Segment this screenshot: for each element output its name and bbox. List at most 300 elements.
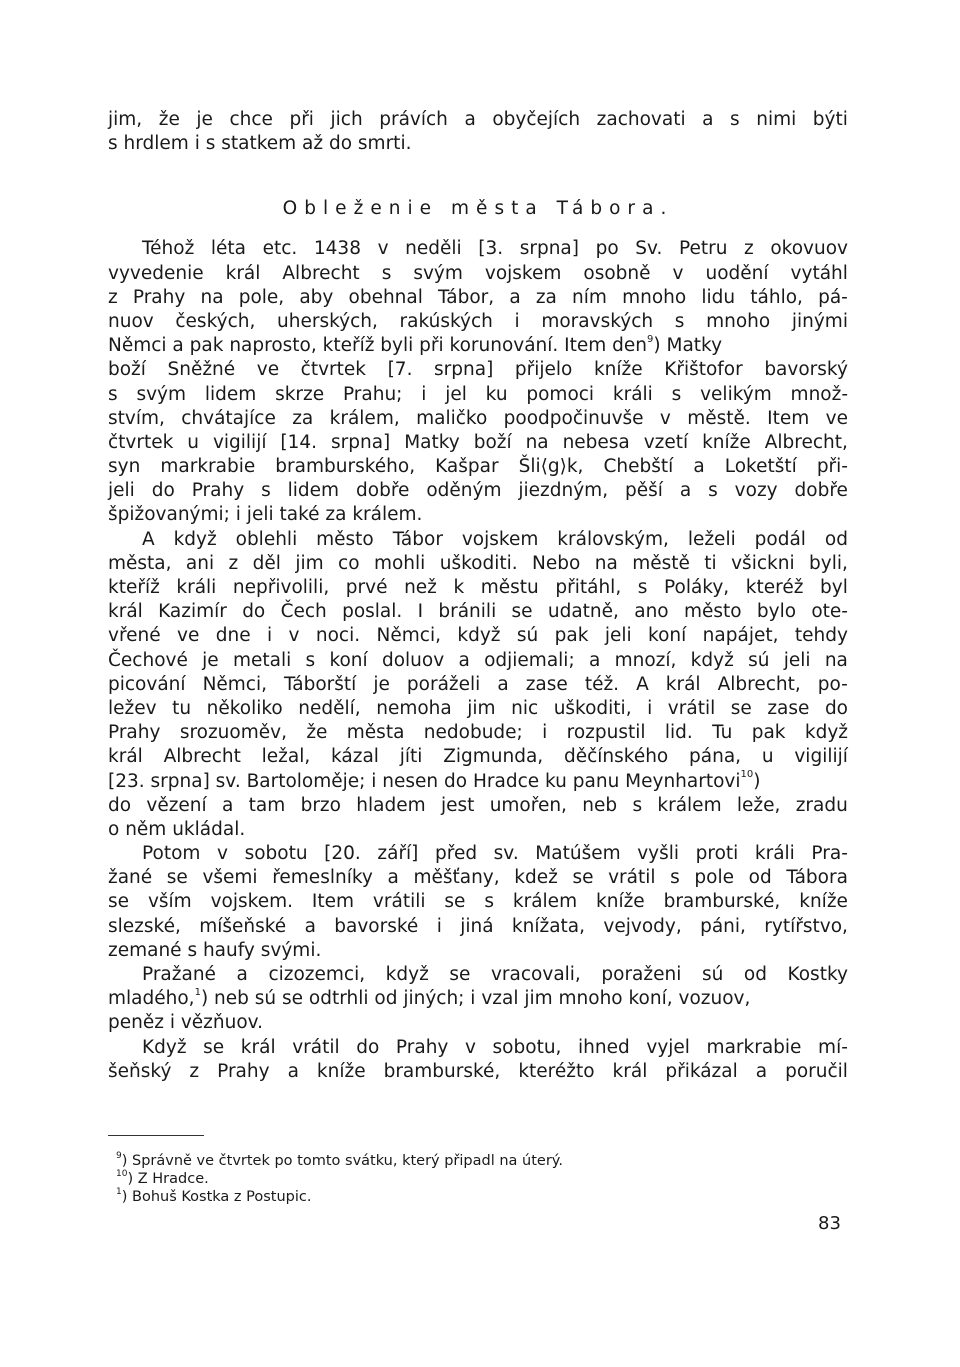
- word: [7.: [387, 359, 413, 381]
- word: kázal: [331, 746, 379, 768]
- word: děčínského: [563, 746, 669, 768]
- word: boží: [473, 431, 512, 453]
- word: neděli: [405, 238, 462, 260]
- word: po: [595, 238, 619, 260]
- word: jich: [330, 109, 363, 130]
- word: tam: [248, 794, 286, 816]
- word: vozy: [734, 480, 778, 502]
- word: rakúských: [399, 310, 493, 332]
- word: A: [636, 673, 649, 695]
- word: na: [824, 649, 848, 671]
- word: Chebští: [603, 456, 674, 478]
- word: ním: [572, 286, 607, 308]
- word: Sv.: [635, 238, 663, 260]
- word: a: [497, 673, 509, 695]
- word: dobře: [356, 480, 410, 502]
- word: osobně: [583, 262, 651, 284]
- word: do: [356, 1036, 380, 1058]
- word: hladem: [356, 794, 426, 816]
- word: Albrecht,: [764, 431, 848, 453]
- word: tehdy: [794, 625, 848, 647]
- word: září]: [377, 843, 419, 865]
- text-line: [108, 697, 848, 721]
- word: všickni: [731, 552, 795, 574]
- word: býti: [812, 109, 848, 130]
- word: kdež: [514, 867, 558, 889]
- word: když: [690, 649, 734, 671]
- word: kteréžto: [518, 1060, 595, 1082]
- word: zase: [525, 673, 568, 695]
- word: při: [289, 109, 314, 130]
- word: Když: [142, 1036, 187, 1058]
- word: též.: [584, 673, 620, 695]
- word: uškoditi.: [439, 552, 518, 574]
- footnote-text: ) Z Hradce.: [127, 1171, 209, 1187]
- line-text: [108, 334, 722, 358]
- word: srpna]: [434, 359, 494, 381]
- footnote-item: [116, 1152, 563, 1170]
- word: s: [670, 867, 680, 889]
- word: je: [373, 673, 390, 695]
- word: Šli⟨g⟩k,: [518, 456, 584, 478]
- text-line: [108, 915, 848, 939]
- word: se: [730, 697, 752, 719]
- word: vězení: [146, 794, 207, 816]
- word: Němci,: [202, 673, 267, 695]
- footnote-marker: 9: [116, 1151, 122, 1162]
- word: mí-: [818, 1036, 848, 1058]
- word: kníže: [596, 891, 645, 913]
- word: jest: [440, 794, 475, 816]
- word: lidem: [204, 383, 257, 405]
- word: dobře: [794, 480, 848, 502]
- word: páni,: [700, 915, 746, 937]
- word: z: [108, 286, 118, 308]
- word: žané: [108, 867, 153, 889]
- word: několiko: [206, 697, 283, 719]
- word: markrabie: [706, 1036, 802, 1058]
- footnote-item: [116, 1188, 563, 1206]
- word: pěší: [625, 480, 663, 502]
- word: obyčejích: [492, 109, 581, 130]
- text-line: [108, 237, 848, 261]
- word: když: [457, 625, 501, 647]
- word: městě: [632, 552, 690, 574]
- text-line: [108, 600, 848, 624]
- page-number: 83: [818, 1213, 841, 1234]
- word: když: [804, 722, 848, 744]
- word: pomoci: [526, 383, 595, 405]
- word: i: [647, 697, 653, 719]
- word: bramburského,: [275, 456, 416, 478]
- word: jel: [445, 383, 467, 405]
- text-line: [108, 576, 848, 600]
- word: králem,: [329, 407, 400, 429]
- footnote-ref: 9: [647, 333, 654, 345]
- word: jim: [295, 552, 324, 574]
- word: Táborští: [284, 673, 357, 695]
- word: markrabie: [160, 456, 256, 478]
- word: I: [417, 601, 424, 623]
- word: šeňský: [108, 1060, 172, 1082]
- word: když: [385, 964, 429, 985]
- line-text: peněz i vězňuov.: [108, 1012, 264, 1034]
- word: vojskem: [461, 528, 539, 550]
- word: Item: [767, 407, 810, 429]
- word: všemi: [202, 867, 258, 889]
- word: a: [679, 480, 692, 502]
- word: jinými: [791, 310, 848, 332]
- word: byli,: [809, 552, 848, 574]
- word: 1438: [313, 238, 361, 260]
- word: s: [381, 262, 392, 284]
- line-text-part: ) neb sú se odtrhli od jiných; i vzal jim mnoho koní, vozuov,: [200, 988, 751, 1010]
- word: jiezdným,: [518, 480, 609, 502]
- page-body: [108, 108, 848, 1084]
- word: se: [444, 891, 466, 913]
- word: Křištofor: [664, 359, 743, 381]
- word: vytáhl: [790, 262, 848, 284]
- text-line: [108, 818, 848, 842]
- word: picování: [108, 673, 186, 695]
- word: jim,: [108, 109, 143, 130]
- word: s: [108, 383, 118, 405]
- word: cizozemci,: [268, 964, 366, 985]
- word: nepřivolili,: [232, 577, 330, 598]
- word: srpna]: [519, 238, 579, 260]
- word: srozuoměv,: [179, 722, 287, 744]
- word: bavorské: [334, 915, 419, 937]
- word: nebesa: [562, 431, 630, 453]
- word: Petru: [678, 238, 728, 260]
- word: králi: [754, 843, 795, 865]
- text-line: [108, 987, 848, 1011]
- word: Tábor,: [438, 286, 495, 308]
- word: přitáhl,: [555, 577, 622, 598]
- word: u: [761, 746, 774, 768]
- word: oblehli: [235, 528, 298, 550]
- word: městě.: [687, 407, 751, 429]
- word: zase: [767, 697, 810, 719]
- word: a: [588, 649, 601, 671]
- word: mnoho: [706, 310, 771, 332]
- word: Čech: [280, 601, 327, 623]
- word: [14.: [280, 431, 318, 453]
- text-line: [108, 866, 848, 890]
- word: král: [665, 673, 701, 695]
- text-line: [108, 673, 848, 697]
- word: řemeslníky: [272, 867, 373, 889]
- word: A: [142, 528, 155, 550]
- word: Albrecht: [282, 262, 360, 284]
- footnote-ref-close: ): [653, 335, 661, 357]
- word: odjiemali;: [484, 649, 575, 671]
- word: králem: [512, 891, 578, 913]
- text-line: [108, 890, 848, 914]
- word: ti: [704, 552, 717, 574]
- word: boží: [108, 359, 146, 381]
- word: kníže: [799, 891, 848, 913]
- line-text: zemané s haufy svými.: [108, 939, 322, 961]
- word: bránili: [438, 601, 497, 623]
- word: do: [151, 480, 175, 502]
- word: vyšli: [637, 843, 680, 865]
- word: město: [316, 528, 374, 550]
- word: do: [824, 697, 848, 719]
- word: s: [730, 109, 740, 130]
- footnote-marker: 10: [116, 1169, 128, 1180]
- word: mnozí,: [614, 649, 677, 671]
- word: čtvrtek: [300, 359, 366, 381]
- text-line: [108, 431, 848, 455]
- word: městu: [480, 577, 539, 598]
- word: ležev: [108, 697, 157, 719]
- word: města,: [108, 552, 172, 574]
- word: v: [377, 238, 389, 260]
- word: Matky: [404, 431, 460, 453]
- word: sú: [701, 964, 724, 985]
- footnote-ref: 1: [194, 987, 201, 999]
- word: rozpustil: [566, 722, 646, 744]
- word: aby: [299, 286, 334, 308]
- text-line: [108, 842, 848, 866]
- word: a: [702, 109, 714, 130]
- word: vzetí: [643, 431, 689, 453]
- word: se: [449, 964, 471, 985]
- word: v: [217, 843, 228, 865]
- word: oděným: [426, 480, 502, 502]
- word: byl: [820, 577, 848, 598]
- word: města: [346, 722, 405, 744]
- word: sú: [748, 649, 770, 671]
- word: Čechové: [108, 649, 188, 671]
- word: ani: [185, 552, 215, 574]
- word: sú: [516, 625, 539, 647]
- word: vigilijí: [212, 431, 267, 453]
- word: na: [525, 431, 549, 453]
- line-text-part: ): [753, 770, 761, 792]
- word: vším: [147, 891, 192, 913]
- word: obehnal: [348, 286, 423, 308]
- word: na: [200, 286, 224, 308]
- text-line: [108, 132, 848, 156]
- word: se: [166, 867, 188, 889]
- word: Albrecht: [163, 746, 241, 768]
- word: Pra-: [811, 843, 848, 865]
- text-line: [108, 745, 848, 769]
- word: král: [108, 746, 143, 768]
- word: Zigmunda,: [443, 746, 544, 768]
- word: jeli: [783, 649, 811, 671]
- word: podál: [754, 528, 806, 550]
- text-line: [108, 358, 848, 382]
- word: i: [421, 383, 427, 405]
- word: Nebo: [532, 552, 581, 574]
- word: v: [464, 1036, 476, 1058]
- word: Sněžné: [167, 359, 236, 381]
- word: měšťany,: [413, 867, 500, 889]
- word: uodění: [705, 262, 769, 284]
- word: kteréž: [745, 577, 804, 598]
- word: od: [743, 964, 767, 985]
- line-text-part: Matky: [660, 335, 723, 357]
- word: proti: [695, 843, 739, 865]
- word: Potom: [142, 843, 201, 865]
- word: kníže: [316, 1060, 366, 1082]
- word: děl: [252, 552, 281, 574]
- word: přijelo: [514, 359, 573, 381]
- word: stvím,: [108, 407, 165, 429]
- word: Kostky: [787, 964, 848, 985]
- word: a: [287, 1060, 299, 1082]
- word: chvátajíce: [181, 407, 276, 429]
- word: i: [267, 625, 273, 647]
- word: a: [387, 867, 399, 889]
- word: velikým: [700, 383, 772, 405]
- word: bramburské,: [663, 891, 781, 913]
- word: koní: [648, 625, 687, 647]
- word: za: [292, 407, 314, 429]
- word: nimi: [756, 109, 797, 130]
- word: skrze: [275, 383, 325, 405]
- word: králi: [176, 577, 217, 598]
- word: Tábora: [786, 867, 848, 889]
- line-text-part: Němci a pak naprosto, kteříž byli při korunování. Item den: [108, 335, 648, 357]
- word: je: [202, 649, 219, 671]
- line-text: s hrdlem i s statkem až do smrti.: [108, 133, 412, 155]
- text-line: [108, 963, 848, 987]
- word: Prahu;: [342, 383, 403, 405]
- word: a: [304, 915, 316, 937]
- word: Tábor: [392, 528, 443, 550]
- word: zradu: [795, 794, 848, 816]
- word: jiná: [460, 915, 494, 937]
- word: tu: [172, 697, 192, 719]
- word: bramburské,: [383, 1060, 501, 1082]
- word: k: [453, 577, 465, 598]
- word: při-: [816, 456, 848, 478]
- word: [3.: [478, 238, 504, 260]
- word: i: [436, 915, 442, 937]
- word: českých,: [175, 310, 256, 332]
- word: od: [748, 867, 772, 889]
- text-line: [108, 649, 848, 673]
- word: od: [824, 528, 848, 550]
- word: Kazimír: [158, 601, 227, 623]
- word: mohli: [373, 552, 426, 574]
- footnote-text: ) Bohuš Kostka z Postupic.: [121, 1189, 312, 1205]
- footnote-marker: 1: [116, 1187, 122, 1198]
- word: napájet,: [702, 625, 779, 647]
- text-line: [108, 624, 848, 648]
- text-line: [108, 552, 848, 576]
- line-text: [108, 987, 750, 1011]
- word: míšeňské: [199, 915, 287, 937]
- word: Prahy: [395, 1036, 449, 1058]
- word: a: [693, 456, 705, 478]
- word: se: [511, 601, 533, 623]
- word: přikázal: [665, 1060, 738, 1082]
- word: prvé: [345, 577, 388, 598]
- word: svým: [136, 383, 187, 405]
- text-line: [108, 286, 848, 310]
- word: Prahy: [132, 286, 186, 308]
- line-text-part: mladého,: [108, 988, 195, 1010]
- word: poručil: [785, 1060, 848, 1082]
- word: s: [708, 480, 718, 502]
- word: nemoha: [376, 697, 452, 719]
- word: do: [108, 794, 132, 816]
- line-text-part: [23. srpna] sv. Bartoloměje; i nesen do Hradce ku panu Meynhartovi: [108, 770, 741, 792]
- word: po-: [817, 673, 848, 695]
- word: s: [671, 383, 682, 405]
- word: lid.: [664, 722, 693, 744]
- word: a: [464, 109, 476, 130]
- word: ve: [825, 407, 848, 429]
- word: umořen,: [489, 794, 567, 816]
- word: vřené: [108, 625, 161, 647]
- word: poráželi: [406, 673, 481, 695]
- word: co: [338, 552, 360, 574]
- word: táhlo,: [750, 286, 803, 308]
- line-text: o něm ukládal.: [108, 818, 246, 840]
- word: léta: [210, 238, 247, 260]
- word: srpna]: [330, 431, 391, 453]
- word: vrátil: [667, 697, 716, 719]
- word: doluov: [381, 649, 445, 671]
- word: v: [672, 262, 684, 284]
- word: s: [632, 794, 643, 816]
- word: knížata,: [511, 915, 586, 937]
- word: mnoho: [622, 286, 687, 308]
- word: leže,: [736, 794, 781, 816]
- word: že: [306, 722, 328, 744]
- text-line: [108, 1036, 848, 1060]
- text-line: [108, 528, 848, 552]
- word: Prahy: [108, 722, 161, 744]
- word: vejvody,: [603, 915, 682, 937]
- line-text: špižovanými; i jeli také za králem.: [108, 504, 423, 526]
- word: kteříž: [108, 577, 160, 598]
- word: s: [261, 480, 271, 502]
- word: král: [108, 601, 143, 623]
- word: čtvrtek: [108, 431, 174, 453]
- word: i: [542, 722, 548, 744]
- word: v: [288, 625, 300, 647]
- word: se: [108, 891, 130, 913]
- text-line: [108, 383, 848, 407]
- text-line: [108, 108, 848, 132]
- word: jíti: [399, 746, 423, 768]
- word: z: [744, 238, 754, 260]
- word: než: [404, 577, 437, 598]
- word: uškoditi,: [553, 697, 632, 719]
- word: město: [683, 601, 742, 623]
- word: Albrecht,: [717, 673, 801, 695]
- word: Tu: [712, 722, 733, 744]
- text-line: [108, 770, 848, 794]
- word: s: [674, 310, 685, 332]
- word: a: [755, 1060, 768, 1082]
- word: králi: [612, 383, 653, 405]
- word: Item: [311, 891, 355, 913]
- word: a: [221, 794, 234, 816]
- text-line: [108, 794, 848, 818]
- word: moravských: [541, 310, 654, 332]
- word: leželi: [687, 528, 736, 550]
- word: z: [189, 1060, 200, 1082]
- word: [20.: [324, 843, 361, 865]
